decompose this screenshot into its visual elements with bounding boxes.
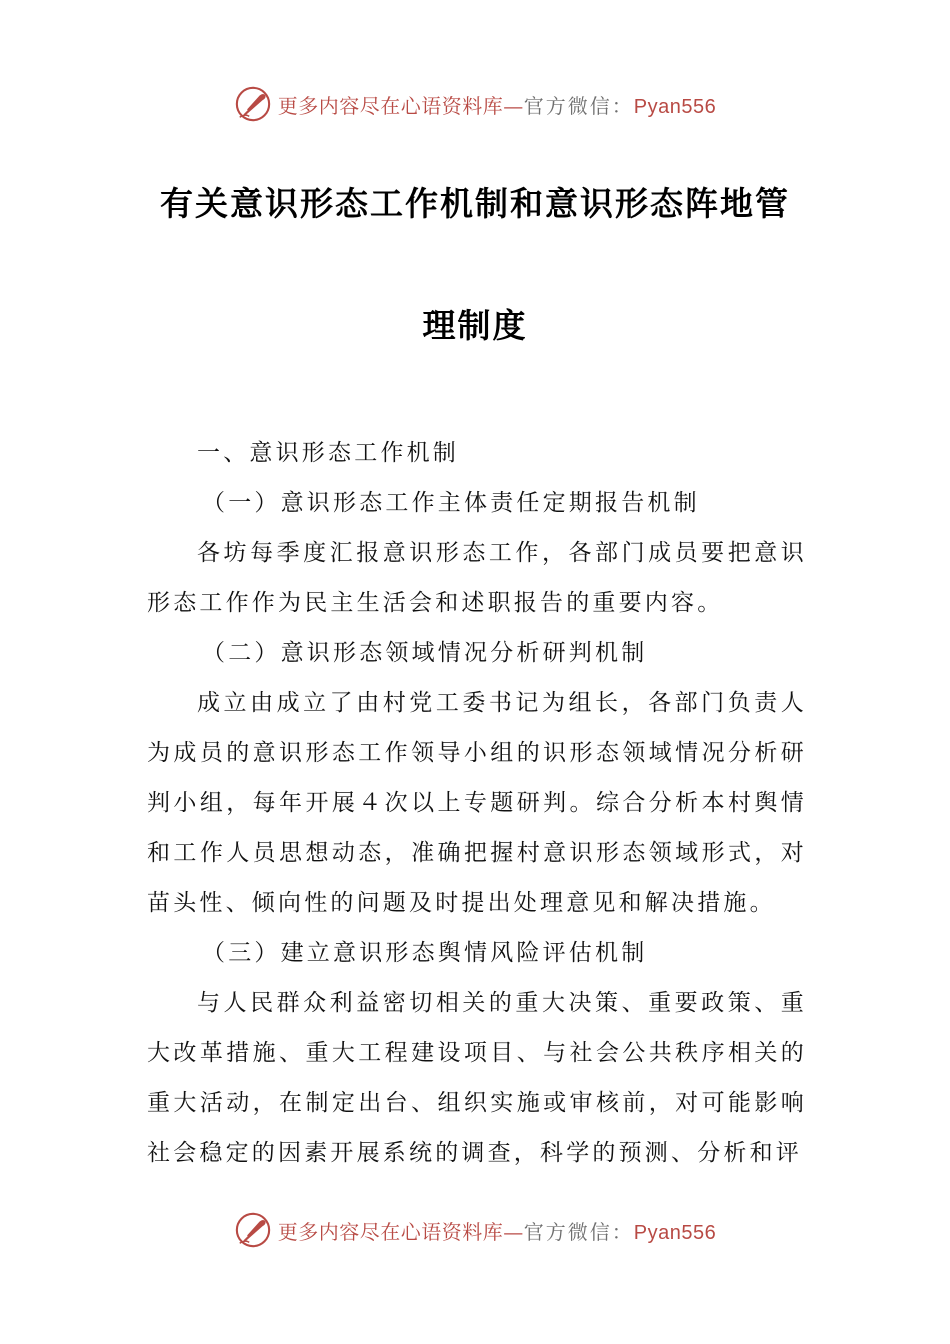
document-title-line1: 有关意识形态工作机制和意识形态阵地管	[160, 184, 790, 223]
watermark-text	[278, 90, 716, 119]
subsection-heading-2: （二）意识形态领域情况分析研判机制	[202, 640, 648, 666]
watermark-wechat-account: Pyan556	[633, 95, 717, 118]
subsection-paragraph-2: 成立由成立了由村党工委书记为组长，各部门负责人为成员的意识形态工作领导小组的识形态领域情况分析研判小组，每年开展４次以上专题研判。综合分析本村舆情和工作人员思想动态，准确把握村意识形态领域形式，对苗头性、倾向性的问题及时提出处理意见和解决措施。	[147, 690, 807, 916]
watermark-wechat-label: 官方微信：	[523, 1219, 634, 1244]
quill-pen-logo-icon	[234, 85, 272, 123]
section-heading: 一、意识形态工作机制	[197, 440, 459, 466]
footer-watermark-banner	[0, 1208, 950, 1252]
watermark-dash: —	[503, 93, 524, 118]
quill-pen-logo-icon	[234, 1211, 272, 1249]
document-body	[147, 428, 807, 1178]
watermark-text	[278, 1216, 716, 1245]
watermark-wechat-label: 官方微信：	[523, 93, 634, 118]
document-title-line2: 理制度	[422, 306, 528, 345]
watermark-wechat-account: Pyan556	[633, 1221, 717, 1244]
subsection-paragraph-3: 与人民群众利益密切相关的重大决策、重要政策、重大改革措施、重大工程建设项目、与社会公共秩序相关的重大活动，在制定出台、组织实施或审核前，对可能影响社会稳定的因素开展系统的调查，科学的预测、分析和评	[147, 990, 807, 1166]
header-watermark-banner	[0, 82, 950, 126]
subsection-heading-3: （三）建立意识形态舆情风险评估机制	[202, 940, 648, 966]
subsection-paragraph-1: 各坊每季度汇报意识形态工作，各部门成员要把意识形态工作作为民主生活会和述职报告的重要内容。	[147, 540, 807, 616]
watermark-site-name: 更多内容尽在心语资料库	[277, 1219, 504, 1244]
subsection-heading-1: （一）意识形态工作主体责任定期报告机制	[202, 490, 700, 516]
watermark-dash: —	[503, 1219, 524, 1244]
watermark-site-name: 更多内容尽在心语资料库	[277, 93, 504, 118]
